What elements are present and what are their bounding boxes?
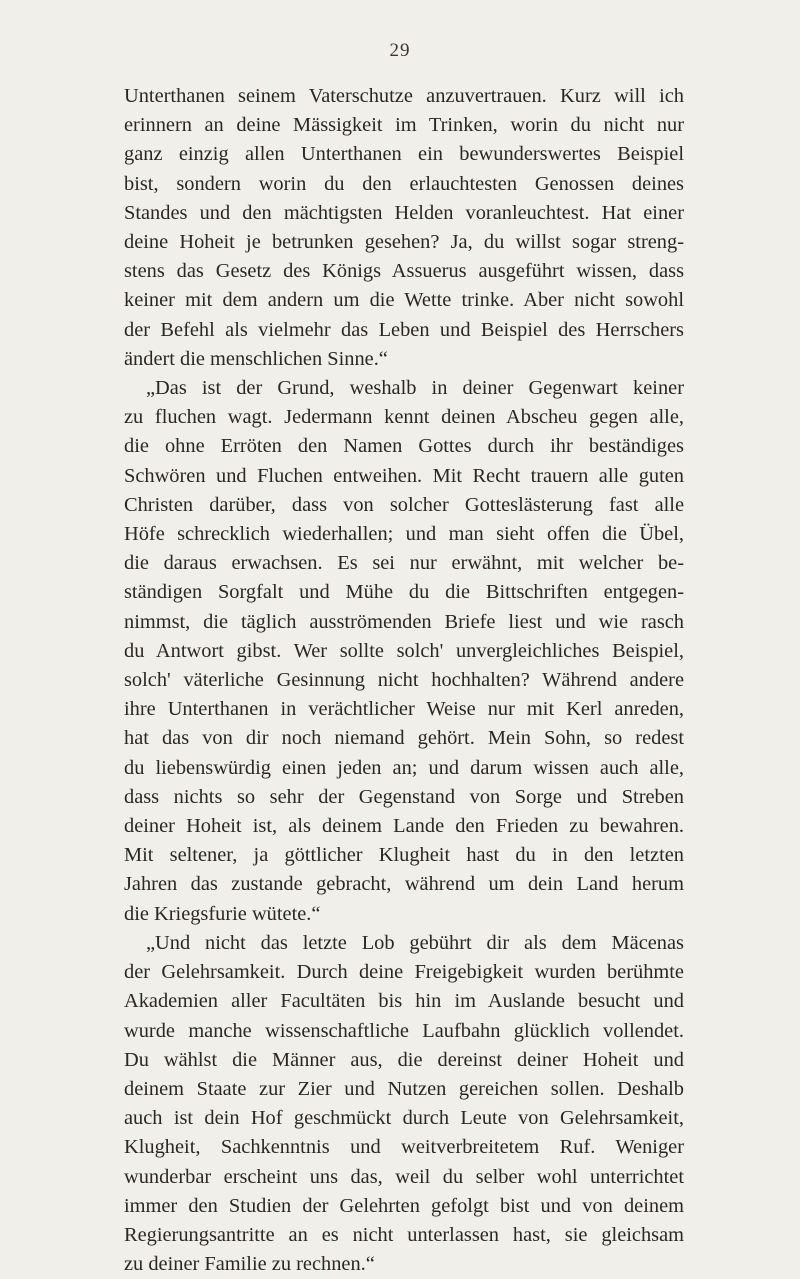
text-line: zu deiner Familie zu rechnen.“: [124, 1253, 375, 1276]
text-line: wurde manche wissenschaftliche Laufbahn glücklich vollendet.: [124, 1019, 684, 1042]
text-line: keiner mit dem andern um die Wette trinke. Aber nicht sowohl: [124, 289, 684, 312]
text-line: Klugheit, Sachkenntnis und weitverbreitetem Ruf. Weniger: [124, 1136, 684, 1159]
text-line: bist, sondern worin du den erlauchtesten Genossen deines: [124, 172, 684, 195]
text-line: dass nichts so sehr der Gegenstand von Sorge und Streben: [124, 785, 684, 808]
text-line: Standes und den mächtigsten Helden voranleuchtest. Hat einer: [124, 201, 684, 224]
text-line: solch' väterliche Gesinnung nicht hochhalten? Während andere: [124, 669, 684, 692]
text-line: du liebenswürdig einen jeden an; und darum wissen auch alle,: [124, 756, 684, 779]
text-line: Schwören und Fluchen entweihen. Mit Recht trauern alle guten: [124, 464, 684, 487]
text-line: Jahren das zustande gebracht, während um dein Land herum: [124, 873, 684, 896]
text-line: die ohne Erröten den Namen Gottes durch ihr beständiges: [124, 435, 684, 458]
text-line: die daraus erwachsen. Es sei nur erwähnt, mit welcher be-: [124, 552, 684, 575]
text-line: Du wählst die Männer aus, die dereinst deiner Hoheit und: [124, 1048, 684, 1071]
text-line: Akademien aller Facultäten bis hin im Auslande besucht und: [124, 990, 684, 1013]
text-line: Unterthanen seinem Vaterschutze anzuvertrauen. Kurz will ich: [124, 85, 684, 107]
text-line: erinnern an deine Mässigkeit im Trinken, worin du nicht nur: [124, 114, 684, 137]
text-line: deine Hoheit je betrunken gesehen? Ja, du willst sogar streng-: [124, 231, 684, 254]
text-line: Regierungsantritte an es nicht unterlassen hast, sie gleichsam: [124, 1223, 684, 1246]
text-line: deiner Hoheit ist, als deinem Lande den Frieden zu bewahren.: [124, 815, 684, 838]
text-line: nimmst, die täglich ausströmenden Briefe liest und wie rasch: [124, 610, 684, 633]
text-line: Christen darüber, dass von solcher Gotteslästerung fast alle: [124, 493, 684, 516]
text-line: du Antwort gibst. Wer sollte solch' unvergleichliches Beispiel,: [124, 639, 684, 662]
text-line: der Gelehrsamkeit. Durch deine Freigebigkeit wurden berühmte: [124, 961, 684, 984]
text-line: wunderbar erscheint uns das, weil du selber wohl unterrichtet: [124, 1165, 684, 1188]
text-line: ändert die menschlichen Sinne.“: [124, 347, 388, 370]
text-line: Mit seltener, ja göttlicher Klugheit hast du in den letzten: [124, 844, 684, 867]
text-line: hat das von dir noch niemand gehört. Mein Sohn, so redest: [124, 727, 684, 750]
text-line: ihre Unterthanen in verächtlicher Weise nur mit Kerl anreden,: [124, 698, 684, 721]
text-line: immer den Studien der Gelehrten gefolgt bist und von deinem: [124, 1194, 684, 1217]
text-line: „Und nicht das letzte Lob gebührt dir als dem Mäcenas: [146, 931, 684, 954]
text-line: deinem Staate zur Zier und Nutzen gereichen sollen. Deshalb: [124, 1077, 684, 1100]
text-line: Höfe schrecklich wiederhallen; und man sieht offen die Übel,: [124, 523, 684, 546]
text-line: die Kriegsfurie wütete.“: [124, 902, 321, 925]
text-line: zu fluchen wagt. Jedermann kennt deinen Abscheu gegen alle,: [124, 406, 684, 429]
text-line: der Befehl als vielmehr das Leben und Beispiel des Herrschers: [124, 318, 684, 341]
body-text: [124, 82, 684, 1279]
text-line: ganz einzig allen Unterthanen ein bewunderswertes Beispiel: [124, 143, 684, 166]
text-line: stens das Gesetz des Königs Assuerus ausgeführt wissen, dass: [124, 260, 684, 283]
text-line: „Das ist der Grund, weshalb in deiner Gegenwart keiner: [146, 377, 684, 400]
page-number: 29: [389, 40, 411, 61]
text-line: ständigen Sorgfalt und Mühe du die Bittschriften entgegen-: [124, 581, 684, 604]
text-line: auch ist dein Hof geschmückt durch Leute von Gelehrsamkeit,: [124, 1107, 684, 1130]
